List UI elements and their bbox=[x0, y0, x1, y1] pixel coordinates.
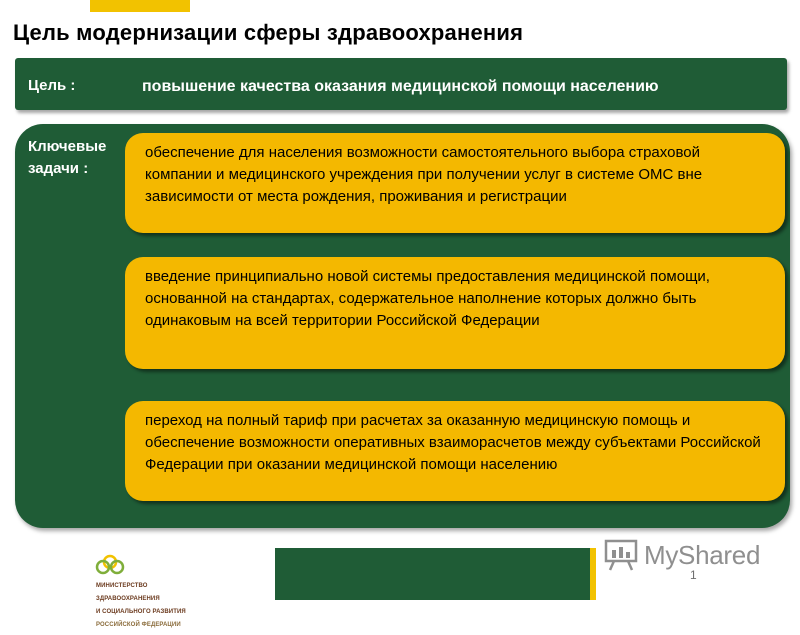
goal-banner bbox=[15, 58, 787, 110]
top-accent-bar bbox=[90, 0, 190, 12]
watermark bbox=[604, 536, 760, 574]
task-card: обеспечение для населения возможности самостоятельного выбора страховой компании и медицинского учреждения при получении услуг в системе ОМС вне зависимости от места рождения, проживания и регистрации bbox=[125, 133, 785, 233]
footer-green-block bbox=[275, 548, 590, 600]
watermark-text: MyShared bbox=[644, 539, 761, 570]
key-tasks-label-line1: Ключевые bbox=[28, 138, 107, 155]
task-card: введение принципиально новой системы предоставления медицинской помощи, основанной на стандартах, содержательное наполнение которых должно быть одинаковым на всей территории Российской Федерации bbox=[125, 257, 785, 369]
task-card: переход на полный тариф при расчетах за оказанную медицинскую помощь и обеспечение возможности оперативных взаиморасчетов между субъектами Российской Федерации при оказании медицинской помощи населению bbox=[125, 401, 785, 501]
footer-yellow-block bbox=[590, 548, 596, 600]
page-title: Цель модернизации сферы здравоохранения bbox=[13, 20, 524, 45]
key-tasks-label bbox=[28, 136, 106, 180]
goal-label: Цель : bbox=[28, 77, 76, 94]
ministry-emblem-icon bbox=[93, 553, 127, 577]
ministry-logo bbox=[70, 548, 260, 628]
ministry-name: МИНИСТЕРСТВО ЗДРАВООХРАНЕНИЯ И СОЦИАЛЬНОГО РАЗВИТИЯ РОССИЙСКОЙ ФЕДЕРАЦИИ bbox=[96, 582, 186, 628]
key-tasks-panel bbox=[15, 124, 790, 528]
goal-text: повышение качества оказания медицинской помощи населению bbox=[142, 78, 659, 95]
key-tasks-label-line2: задачи : bbox=[28, 160, 89, 177]
page-number: 1 bbox=[690, 568, 697, 582]
presentation-board-icon bbox=[604, 538, 640, 572]
